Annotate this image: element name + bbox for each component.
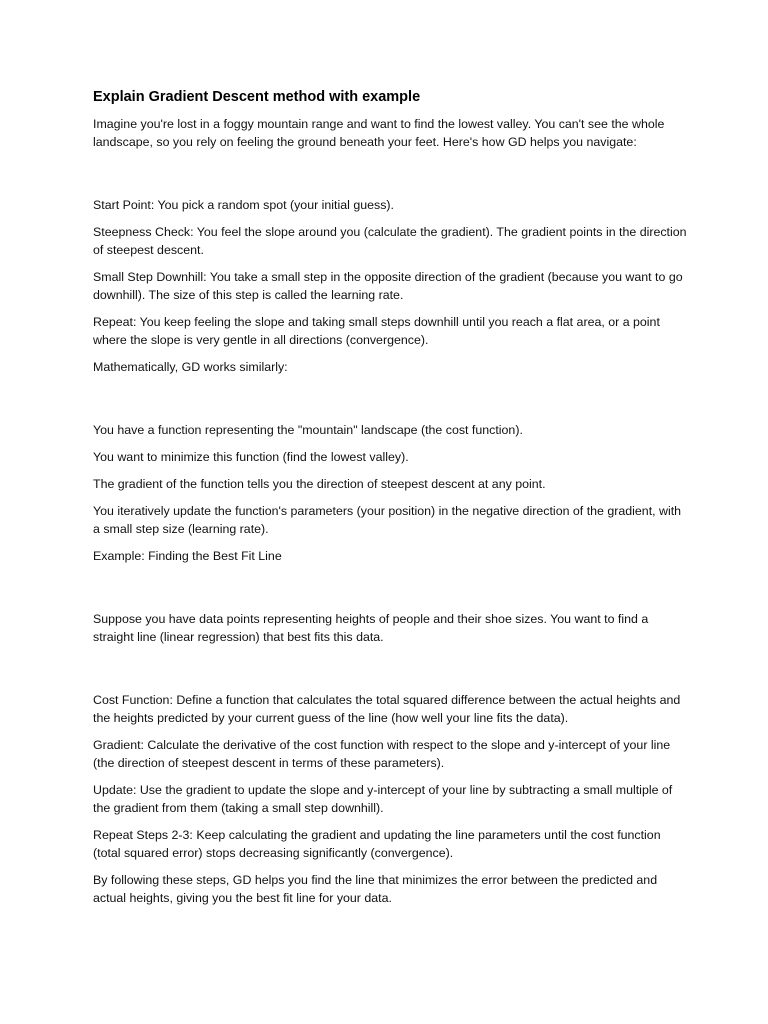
paragraph-gradient: Gradient: Calculate the derivative of the cost function with respect to the slope and y-intercept of your line (the direction of steepest descent in terms of these parameters). xyxy=(93,738,671,770)
blank-gap xyxy=(93,574,688,610)
paragraph-repeat-steps: Repeat Steps 2-3: Keep calculating the gradient and updating the line parameters until the cost function (total squared error) stops decreasing significantly (convergence). xyxy=(93,828,661,860)
blank-gap xyxy=(93,655,688,691)
paragraph-mathematically: Mathematically, GD works similarly: xyxy=(93,360,288,374)
blank-gap xyxy=(93,385,688,421)
paragraph-example-heading: Example: Finding the Best Fit Line xyxy=(93,549,282,563)
paragraph-suppose: Suppose you have data points representing heights of people and their shoe sizes. You want to find a straight line (linear regression) that best fits this data. xyxy=(93,612,649,644)
paragraph-function: You have a function representing the "mountain" landscape (the cost function). xyxy=(93,423,523,437)
paragraph-cost-function: Cost Function: Define a function that calculates the total squared difference between the actual heights and the heights predicted by your current guess of the line (how well your line fits the data). xyxy=(93,693,681,725)
paragraph-minimize: You want to minimize this function (find the lowest valley). xyxy=(93,450,409,464)
paragraph-steepness-check: Steepness Check: You feel the slope around you (calculate the gradient). The gradient points in the direction of steepest descent. xyxy=(93,225,687,257)
paragraph-gradient-direction: The gradient of the function tells you the direction of steepest descent at any point. xyxy=(93,477,546,491)
blank-gap xyxy=(93,160,688,196)
paragraph-repeat: Repeat: You keep feeling the slope and taking small steps downhill until you reach a flat area, or a point where the slope is very gentle in all directions (convergence). xyxy=(93,315,660,347)
paragraph-update: Update: Use the gradient to update the slope and y-intercept of your line by subtracting a small multiple of the gradient from them (taking a small step downhill). xyxy=(93,783,673,815)
paragraph-intro: Imagine you're lost in a foggy mountain range and want to find the lowest valley. You can't see the whole landscape, so you rely on feeling the ground beneath your feet. Here's how GD helps you navigate: xyxy=(93,117,665,149)
paragraph-start-point: Start Point: You pick a random spot (your initial guess). xyxy=(93,198,394,212)
paragraph-conclusion: By following these steps, GD helps you find the line that minimizes the error between the predicted and actual heights, giving you the best fit line for your data. xyxy=(93,873,658,905)
document-title: Explain Gradient Descent method with example xyxy=(93,89,421,105)
paragraph-iterative-update: You iteratively update the function's parameters (your position) in the negative direction of the gradient, with a small step size (learning rate). xyxy=(93,504,682,536)
paragraph-small-step: Small Step Downhill: You take a small step in the opposite direction of the gradient (because you want to go downhill). The size of this step is called the learning rate. xyxy=(93,270,683,302)
